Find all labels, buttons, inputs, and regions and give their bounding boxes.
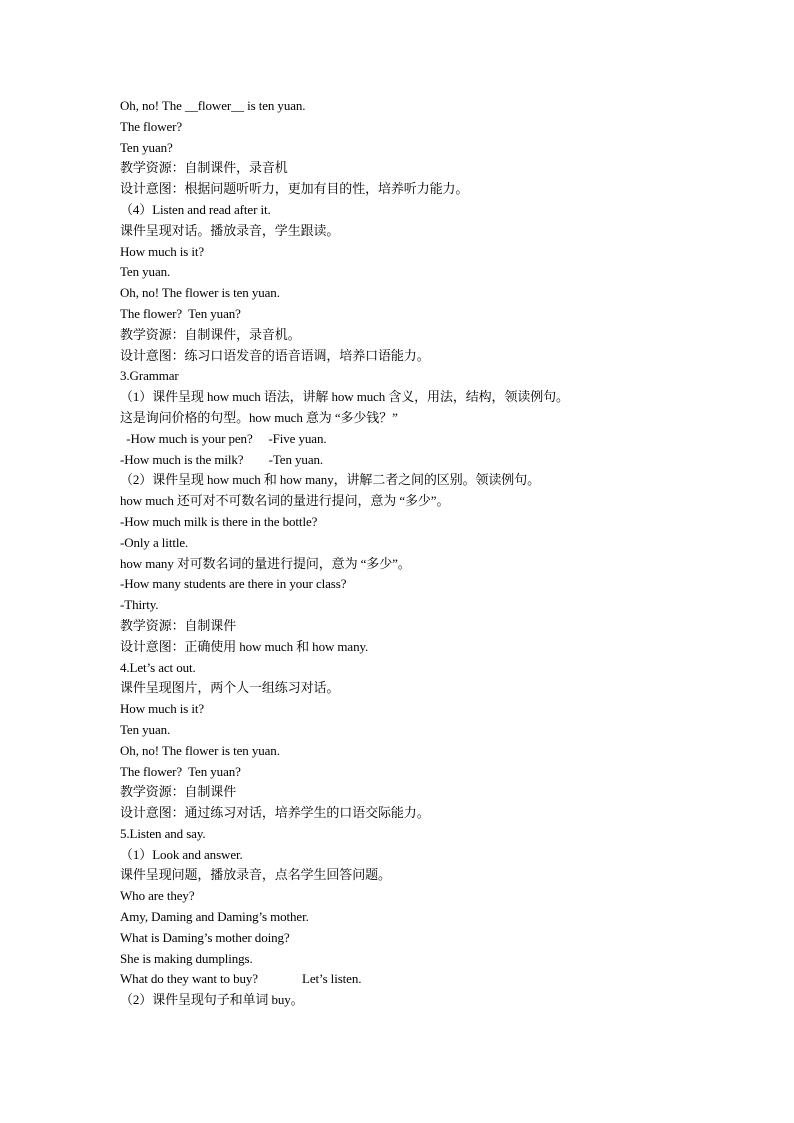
text-line: （2）课件呈现句子和单词 buy。 xyxy=(120,992,304,1008)
text-line: Oh, no! The __flower__ is ten yuan. xyxy=(120,98,306,113)
text-line: 课件呈现对话。播放录音，学生跟读。 xyxy=(120,222,340,238)
text-line: The flower? Ten yuan? xyxy=(120,763,241,779)
text-line: （1）Look and answer. xyxy=(120,846,243,862)
text-line: Amy, Daming and Daming’s mother. xyxy=(120,909,309,925)
text-line: 这是询问价格的句型。how much 意为 “多少钱？” xyxy=(120,409,398,425)
text-line: -How much milk is there in the bottle? xyxy=(120,513,318,529)
text-line: What is Daming’s mother doing? xyxy=(120,929,290,945)
text-line: The flower? Ten yuan? xyxy=(120,305,241,321)
text-line: 教学资源：自制课件，录音机 xyxy=(120,160,288,176)
text-line: 课件呈现图片，两个人一组练习对话。 xyxy=(120,680,340,696)
text-line: -Only a little. xyxy=(120,534,189,550)
text-line: （2）课件呈现 how much 和 how many，讲解二者之间的区别。领读例句。 xyxy=(120,472,540,488)
text-line: 设计意图：正确使用 how much 和 how many. xyxy=(120,638,369,654)
text-line: 教学资源：自制课件 xyxy=(120,784,237,800)
text-line: 课件呈现问题，播放录音，点名学生回答问题。 xyxy=(120,867,391,883)
text-line: Ten yuan? xyxy=(120,139,173,155)
text-line: （1）课件呈现 how much 语法，讲解 how much 含义，用法，结构，领读例句。 xyxy=(120,389,569,405)
text-line: She is making dumplings. xyxy=(120,950,253,966)
text-line: 设计意图：根据问题听听力，更加有目的性，培养听力能力。 xyxy=(120,181,469,197)
text-line: 教学资源：自制课件 xyxy=(120,617,237,633)
text-line: how many 对可数名词的量进行提问，意为 “多少”。 xyxy=(120,555,411,571)
text-line: Ten yuan. xyxy=(120,264,171,280)
text-line: 3.Grammar xyxy=(120,368,179,384)
text-line: how much 还可对不可数名词的量进行提问，意为 “多少”。 xyxy=(120,493,450,509)
text-line: How much is it? xyxy=(120,701,205,717)
text-line: Ten yuan. xyxy=(120,721,171,737)
text-line: （4）Listen and read after it. xyxy=(120,201,271,217)
text-line: The flower? xyxy=(120,118,183,134)
text-line: -How many students are there in your class? xyxy=(120,576,347,592)
text-line: 设计意图：练习口语发音的语音语调，培养口语能力。 xyxy=(120,347,430,363)
text-line: -How much is the milk? -Ten yuan. xyxy=(120,451,324,467)
text-line: 5.Listen and say. xyxy=(120,825,206,841)
document-body xyxy=(120,96,720,1011)
text-line: 设计意图：通过练习对话，培养学生的口语交际能力。 xyxy=(120,805,430,821)
text-line: How much is it? xyxy=(120,243,205,259)
text-line: What do they want to buy? Let’s listen. xyxy=(120,971,362,987)
text-line: Oh, no! The flower is ten yuan. xyxy=(120,285,280,301)
text-line: -Thirty. xyxy=(120,597,159,613)
text-line: -How much is your pen? -Five yuan. xyxy=(120,430,327,446)
text-line: 教学资源：自制课件，录音机。 xyxy=(120,326,301,342)
text-line: Who are they? xyxy=(120,888,195,904)
text-line: Oh, no! The flower is ten yuan. xyxy=(120,742,280,758)
text-line: 4.Let’s act out. xyxy=(120,659,196,675)
